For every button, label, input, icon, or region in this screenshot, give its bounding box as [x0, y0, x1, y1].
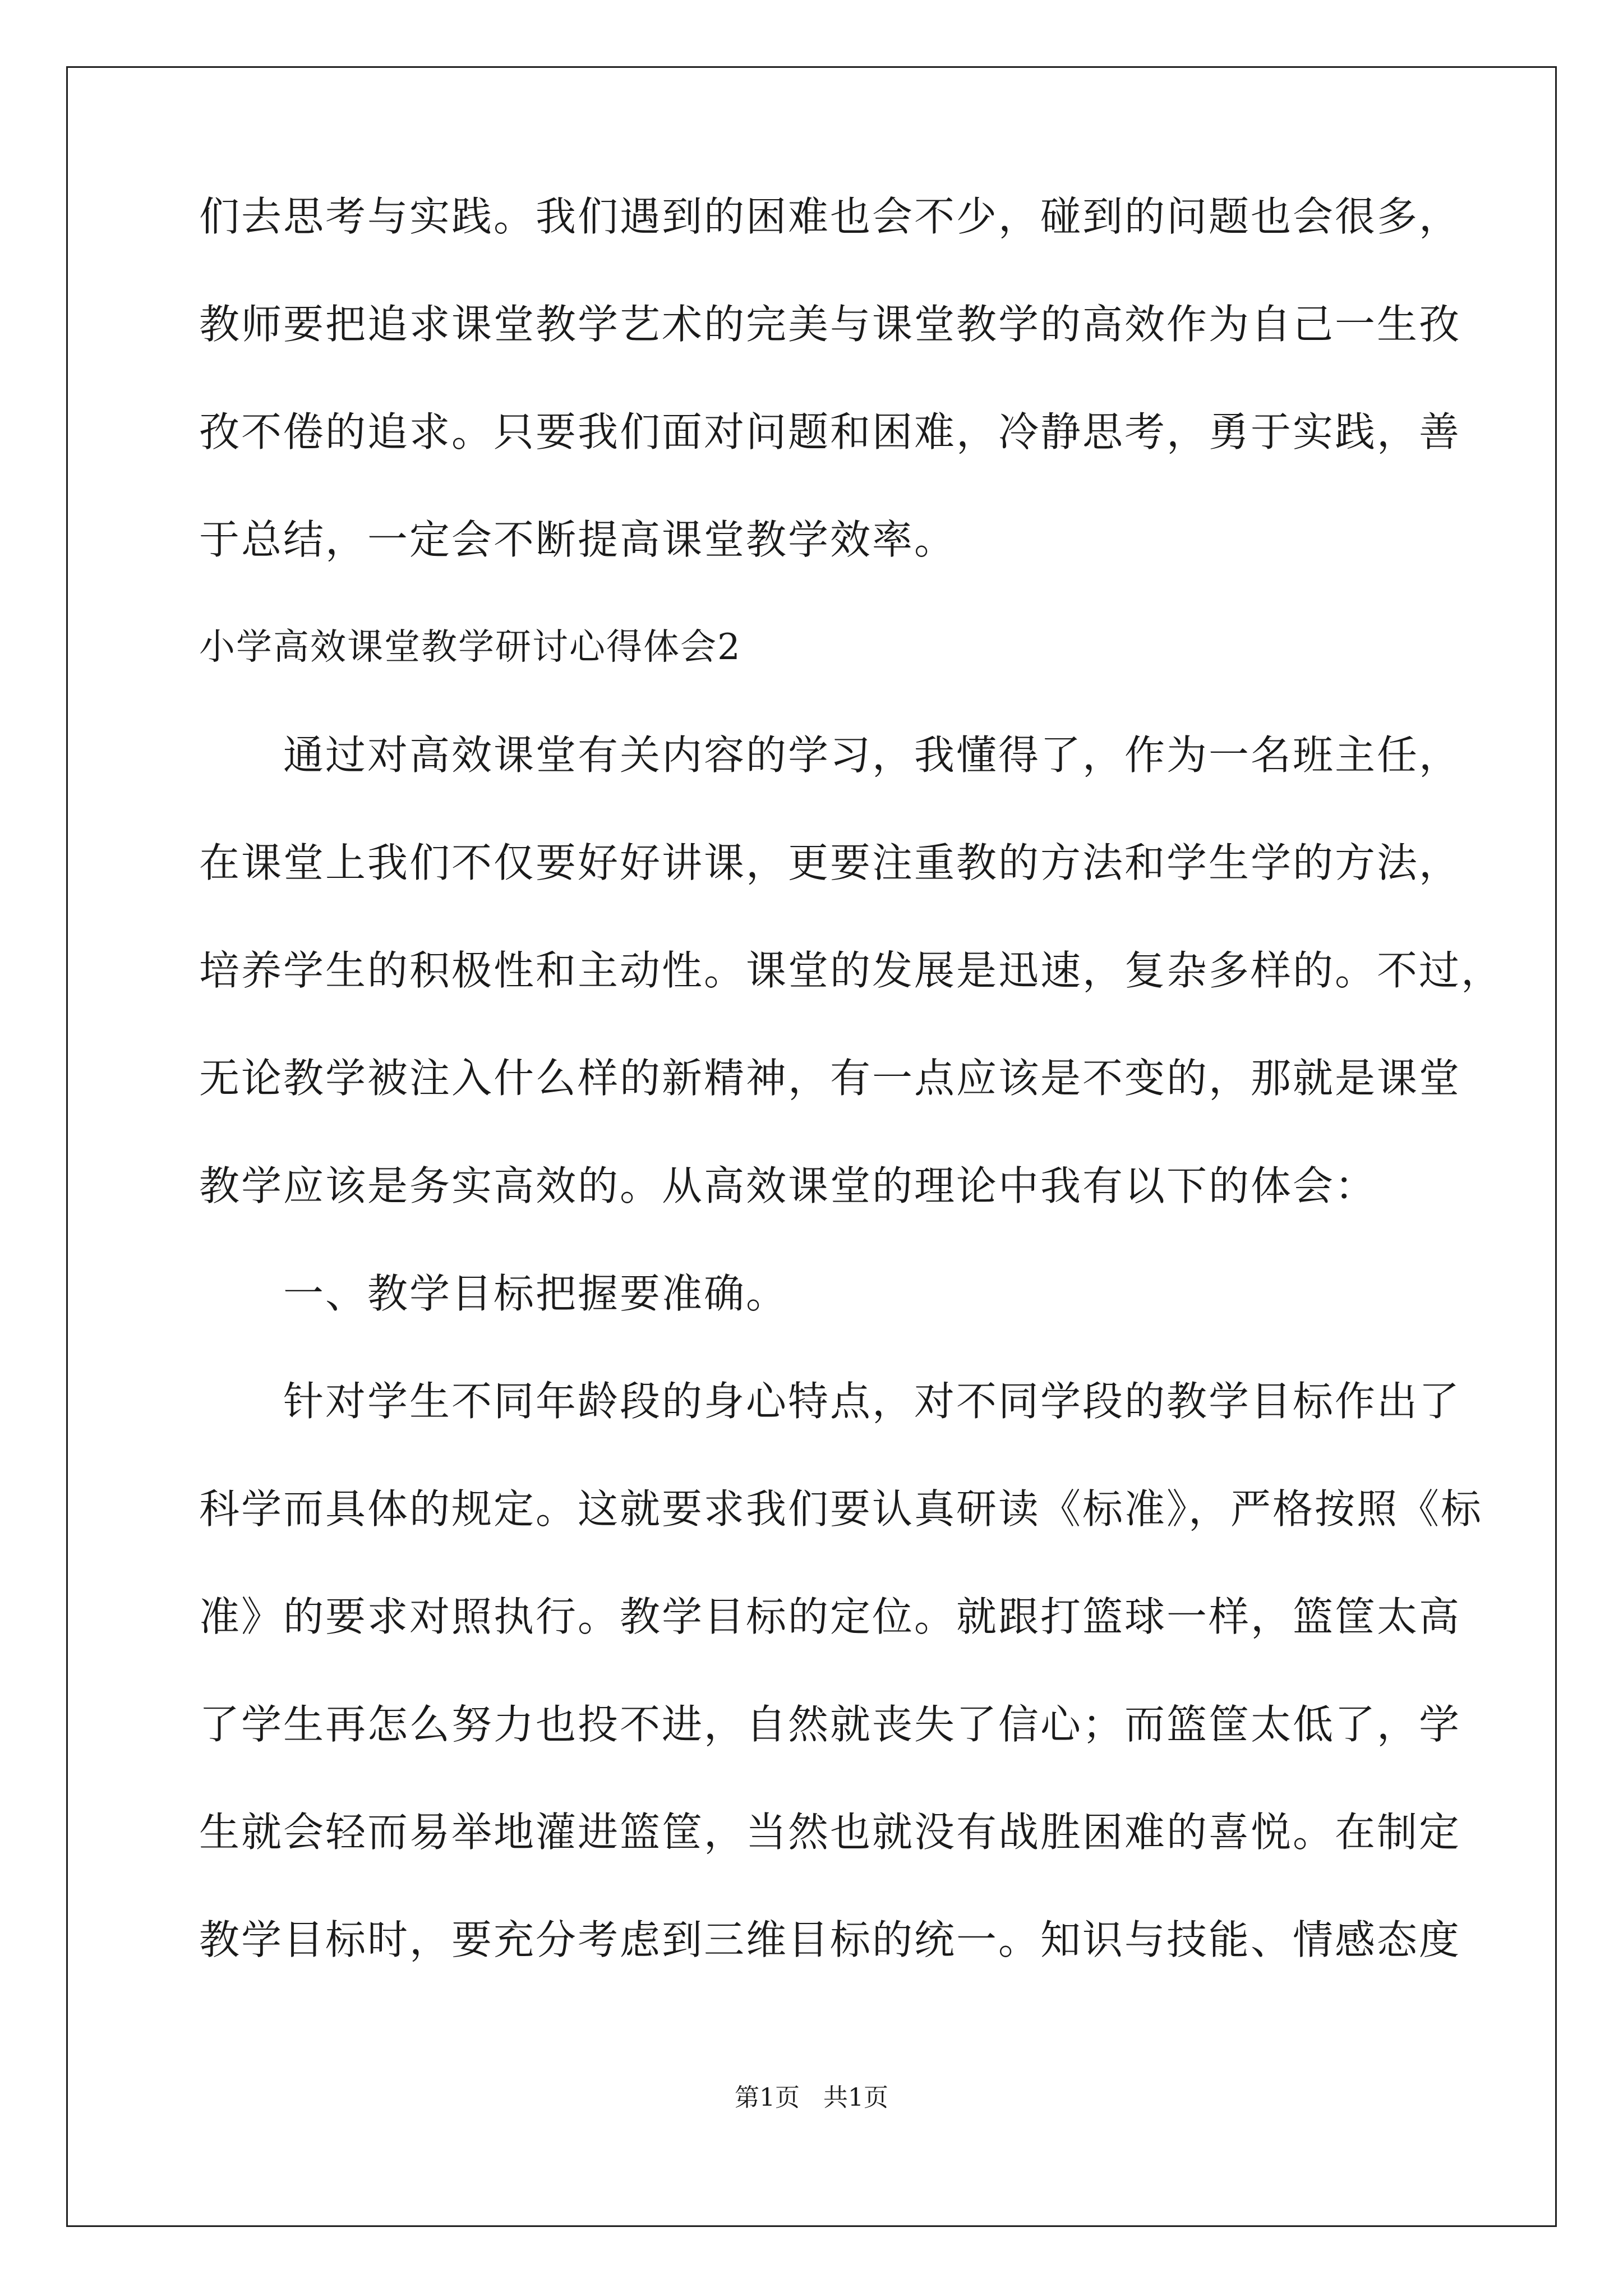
text-line: 针对学生不同年龄段的身心特点，对不同学段的教学目标作出了	[283, 1378, 1461, 1425]
text-line: 在课堂上我们不仅要好好讲课，更要注重教的方法和学生学的方法，	[199, 839, 1461, 886]
text-line: 准》的要求对照执行。教学目标的定位。就跟打篮球一样，篮筐太高	[199, 1593, 1461, 1640]
text-line: 一、教学目标把握要准确。	[283, 1270, 789, 1317]
text-line: 于总结，一定会不断提高课堂教学效率。	[199, 516, 957, 563]
text-line: 孜不倦的追求。只要我们面对问题和困难，冷静思考，勇于实践，善	[199, 408, 1461, 455]
text-line: 们去思考与实践。我们遇到的困难也会不少，碰到的问题也会很多，	[199, 193, 1461, 240]
text-line: 教学目标时，要充分考虑到三维目标的统一。知识与技能、情感态度	[199, 1916, 1461, 1963]
section-heading: 小学高效课堂教学研讨心得体会2	[199, 627, 741, 668]
text-line: 科学而具体的规定。这就要求我们要认真研读《标准》，严格按照《标	[199, 1485, 1483, 1533]
page-footer: 第1页 共1页	[735, 2083, 888, 2112]
text-line: 无论教学被注入什么样的新精神，有一点应该是不变的，那就是课堂	[199, 1055, 1461, 1102]
text-line: 了学生再怎么努力也投不进，自然就丧失了信心；而篮筐太低了，学	[199, 1701, 1461, 1748]
text-line: 通过对高效课堂有关内容的学习，我懂得了，作为一名班主任，	[283, 731, 1461, 779]
document-body	[199, 193, 1504, 2027]
text-line: 教学应该是务实高效的。从高效课堂的理论中我有以下的体会：	[199, 1162, 1377, 1209]
text-line: 教师要把追求课堂教学艺术的完美与课堂教学的高效作为自己一生孜	[199, 301, 1461, 348]
text-line: 生就会轻而易举地灌进篮筐，当然也就没有战胜困难的喜悦。在制定	[199, 1809, 1461, 1856]
text-line: 培养学生的积极性和主动性。课堂的发展是迅速，复杂多样的。不过，	[199, 947, 1504, 994]
